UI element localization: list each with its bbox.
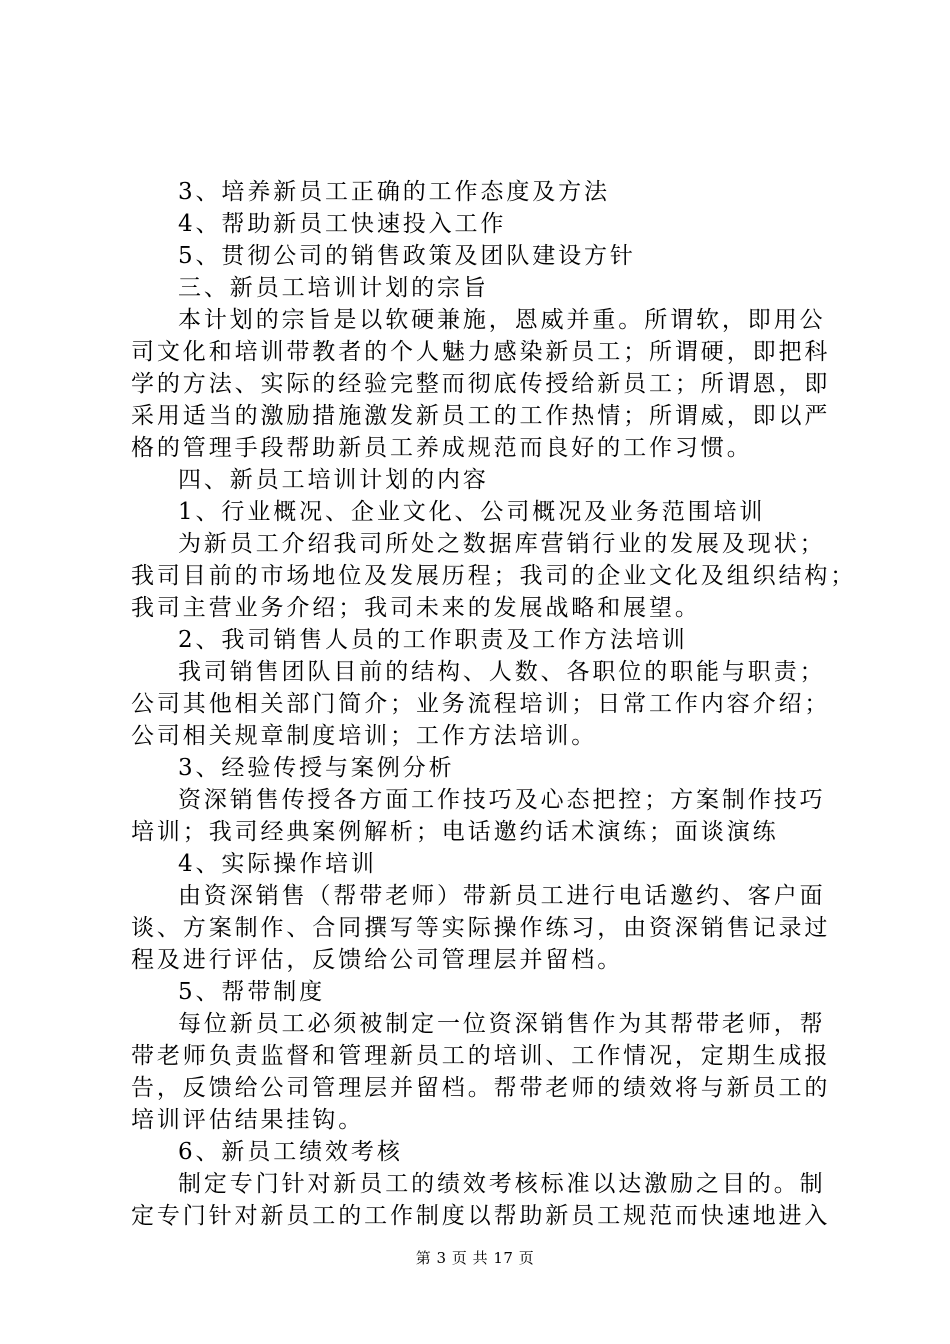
text-line: 本计划的宗旨是以软硬兼施，恩威并重。所谓软，即用公 [178, 307, 826, 333]
text-line: 由资深销售（帮带老师）带新员工进行电话邀约、客户面 [178, 883, 826, 909]
page-footer: 第 3 页 共 17 页 [415, 1249, 535, 1267]
text-line: 学的方法、实际的经验完整而彻底传授给新员工；所谓恩，即 [131, 371, 831, 397]
text-line: 资深销售传授各方面工作技巧及心态把控；方案制作技巧 [178, 787, 826, 813]
text-line: 公司其他相关部门简介；业务流程培训；日常工作内容介绍； [131, 691, 831, 717]
text-line: 公司相关规章制度培训；工作方法培训。 [131, 723, 598, 749]
text-line: 司文化和培训带教者的个人魅力感染新员工；所谓硬，即把科 [131, 339, 831, 365]
text-line: 告，反馈给公司管理层并留档。帮带老师的绩效将与新员工的 [131, 1075, 831, 1101]
text-line: 5、贯彻公司的销售政策及团队建设方针 [178, 243, 636, 269]
text-line: 定专门针对新员工的工作制度以帮助新员工规范而快速地进入 [131, 1203, 831, 1229]
text-line: 培训；我司经典案例解析；电话邀约话术演练；面谈演练 [131, 819, 779, 845]
text-line: 2、我司销售人员的工作职责及工作方法培训 [178, 627, 688, 653]
text-line: 我司销售团队目前的结构、人数、各职位的职能与职责； [178, 659, 826, 685]
text-line: 5、帮带制度 [178, 979, 326, 1005]
text-line: 为新员工介绍我司所处之数据库营销行业的发展及现状； [178, 531, 826, 557]
text-line: 采用适当的激励措施激发新员工的工作热情；所谓威，即以严 [131, 403, 831, 429]
text-line: 培训评估结果挂钩。 [131, 1107, 365, 1133]
text-line: 带老师负责监督和管理新员工的培训、工作情况，定期生成报 [131, 1043, 831, 1069]
text-line: 三、新员工培训计划的宗旨 [178, 275, 489, 301]
text-line: 每位新员工必须被制定一位资深销售作为其帮带老师，帮 [178, 1011, 826, 1037]
text-line: 3、培养新员工正确的工作态度及方法 [178, 179, 610, 205]
text-line: 程及进行评估，反馈给公司管理层并留档。 [131, 947, 624, 973]
text-line: 1、行业概况、企业文化、公司概况及业务范围培训 [178, 499, 766, 525]
text-line: 我司主营业务介绍；我司未来的发展战略和展望。 [131, 595, 701, 621]
text-line: 3、经验传授与案例分析 [178, 755, 455, 781]
text-line: 四、新员工培训计划的内容 [178, 467, 489, 493]
text-line: 4、帮助新员工快速投入工作 [178, 211, 507, 237]
text-line: 制定专门针对新员工的绩效考核标准以达激励之目的。制 [178, 1171, 826, 1197]
text-line: 谈、方案制作、合同撰写等实际操作练习，由资深销售记录过 [131, 915, 831, 941]
document-body [131, 176, 857, 1232]
text-line: 格的管理手段帮助新员工养成规范而良好的工作习惯。 [131, 435, 753, 461]
text-line: 4、实际操作培训 [178, 851, 377, 877]
text-line: 我司目前的市场地位及发展历程；我司的企业文化及组织结构； [131, 563, 857, 589]
text-line: 6、新员工绩效考核 [178, 1139, 403, 1165]
